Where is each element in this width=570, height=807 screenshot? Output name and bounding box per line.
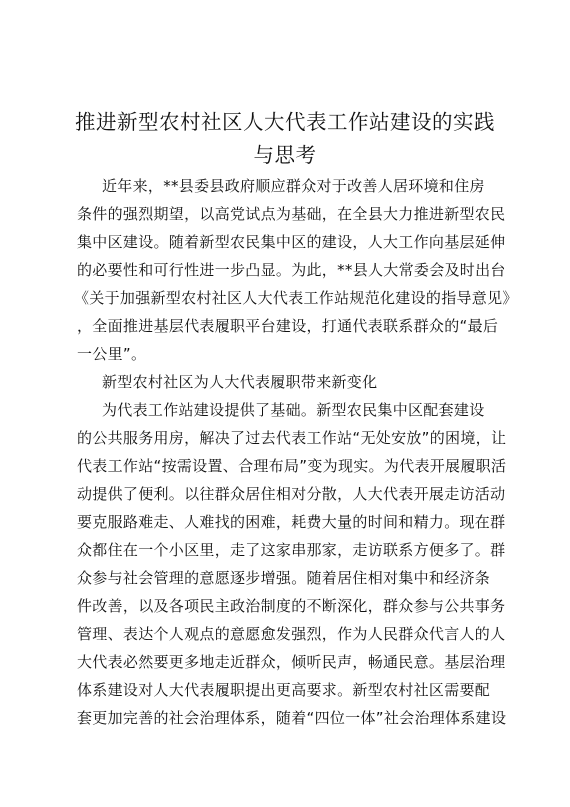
paragraph-line: 代表工作站“按需设置、合理布局”变为现实。为代表开展履职活 <box>77 457 507 475</box>
paragraph-line: 动提供了便利。以往群众居住相对分散，人大代表开展走访活动 <box>77 485 506 503</box>
paragraph-line: 《关于加强新型农村社区人大代表工作站规范化建设的指导意见》 <box>74 289 518 307</box>
paragraph-line: 要克服路难走、人难找的困难，耗费大量的时间和精力。现在群 <box>77 513 506 531</box>
paragraph-line: 条件的强烈期望，以高党试点为基础，在全县大力推进新型农民 <box>77 205 506 223</box>
document-title-line-2: 与思考 <box>253 143 317 167</box>
paragraph-line: 套更加完善的社会治理体系，随着“四位一体”社会治理体系建设 <box>77 709 507 727</box>
paragraph-line: 体系建设对人大代表履职提出更高要求。新型农村社区需要配 <box>77 681 491 699</box>
paragraph-line: 的公共服务用房，解决了过去代表工作站“无处安放”的困境，让 <box>77 429 507 447</box>
paragraph-line: 一公里”。 <box>77 345 147 363</box>
document-title-line-1: 推进新型农村社区人大代表工作站建设的实践 <box>75 110 495 134</box>
paragraph-line: 的必要性和可行性进一步凸显。为此，**县人大常委会及时出台 <box>77 261 506 279</box>
paragraph-line: 众都住在一个小区里，走了这家串那家，走访联系方便多了。群 <box>77 541 506 559</box>
section-heading: 新型农村社区为人大代表履职带来新变化 <box>102 373 378 391</box>
paragraph-line: 管理、表达个人观点的意愿愈发强烈，作为人民群众代言人的人 <box>77 625 506 643</box>
paragraph-line: 大代表必然要更多地走近群众，倾听民声，畅通民意。基层治理 <box>77 653 506 671</box>
paragraph-line: ，全面推进基层代表履职平台建设，打通代表联系群众的“最后 <box>77 317 499 335</box>
paragraph-line: 众参与社会管理的意愿逐步增强。随着居住相对集中和经济条 <box>77 569 491 587</box>
paragraph-line: 为代表工作站建设提供了基础。新型农民集中区配套建设 <box>102 401 485 419</box>
paragraph-line: 件改善，以及各项民主政治制度的不断深化，群众参与公共事务 <box>77 597 506 615</box>
paragraph-line: 集中区建设。随着新型农民集中区的建设，人大工作向基层延伸 <box>77 233 506 251</box>
paragraph-line: 近年来，**县委县政府顺应群众对于改善人居环境和住房 <box>102 177 485 195</box>
